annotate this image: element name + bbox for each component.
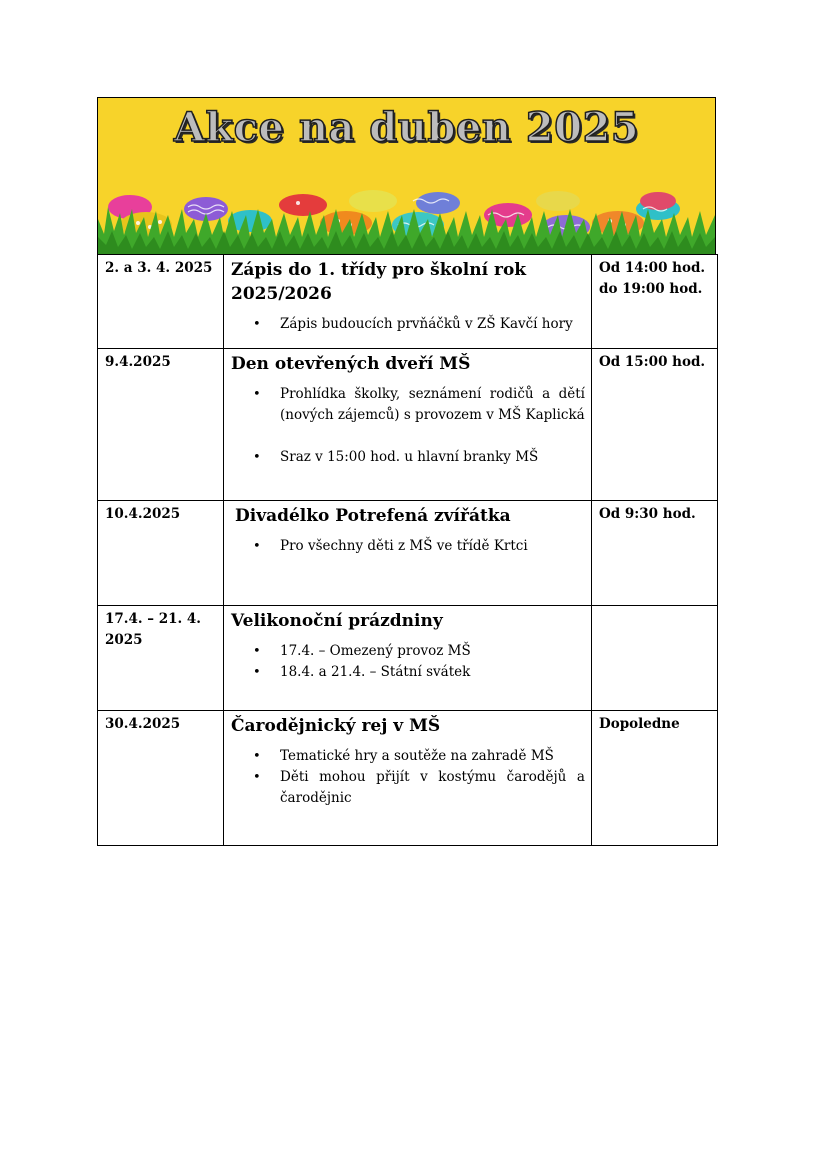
list-item: • 17.4. – Omezený provoz MŠ: [280, 641, 585, 662]
event-title: Den otevřených dveří MŠ: [231, 354, 471, 374]
event-time: Od 9:30 hod.: [599, 506, 696, 522]
event-date: 30.4.2025: [105, 716, 181, 732]
list-item: • Zápis budoucích prvňáčků v ZŠ Kavčí hory: [280, 314, 585, 335]
time-cell: [592, 349, 718, 501]
event-time: Dopoledne: [599, 716, 680, 732]
header-banner: [97, 97, 716, 254]
event-details: [224, 314, 585, 335]
easter-eggs-grass-illustration: [98, 179, 715, 254]
event-details: [224, 641, 585, 683]
event-date: 2. a 3. 4. 2025: [105, 260, 213, 276]
event-details: [224, 746, 585, 809]
event-title: Velikonoční prázdniny: [231, 611, 443, 631]
list-item: • Děti mohou přijít v kostýmu čarodějů a čarodějnic: [280, 767, 585, 809]
event-cell: [224, 349, 592, 501]
time-cell: [592, 711, 718, 846]
table-row: [98, 606, 718, 711]
event-time: [592, 606, 717, 609]
event-time: Od 14:00 hod. do 19:00 hod.: [599, 260, 706, 297]
event-details: [224, 536, 585, 557]
list-item: • Sraz v 15:00 hod. u hlavní branky MŠ: [280, 447, 585, 468]
event-title: Divadélko Potrefená zvířátka: [235, 506, 511, 526]
event-date: 10.4.2025: [105, 506, 181, 522]
table-row: [98, 349, 718, 501]
event-cell: [224, 501, 592, 606]
event-date: 9.4.2025: [105, 354, 171, 370]
time-cell: [592, 501, 718, 606]
time-cell: [592, 606, 718, 711]
event-cell: [224, 711, 592, 846]
date-cell: [98, 501, 224, 606]
table-row: [98, 255, 718, 349]
event-cell: [224, 255, 592, 349]
events-table: [97, 254, 718, 846]
event-title: Zápis do 1. třídy pro školní rok 2025/2026: [231, 260, 527, 304]
date-cell: [98, 711, 224, 846]
date-cell: [98, 606, 224, 711]
event-details: [224, 384, 585, 468]
page-title: Akce na duben 2025: [173, 104, 640, 151]
event-title: Čarodějnický rej v MŠ: [231, 716, 441, 736]
date-cell: [98, 255, 224, 349]
date-cell: [98, 349, 224, 501]
list-item: • Prohlídka školky, seznámení rodičů a dětí (nových zájemců) s provozem v MŠ Kaplická: [280, 384, 585, 426]
list-item: • Tematické hry a soutěže na zahradě MŠ: [280, 746, 585, 767]
event-cell: [224, 606, 592, 711]
list-item: • 18.4. a 21.4. – Státní svátek: [280, 662, 585, 683]
table-row: [98, 501, 718, 606]
event-time: Od 15:00 hod.: [599, 354, 706, 370]
time-cell: [592, 255, 718, 349]
list-item: • Pro všechny děti z MŠ ve třídě Krtci: [280, 536, 585, 557]
events-sheet: [97, 97, 716, 846]
event-date: 17.4. – 21. 4. 2025: [105, 611, 202, 648]
table-row: [98, 711, 718, 846]
